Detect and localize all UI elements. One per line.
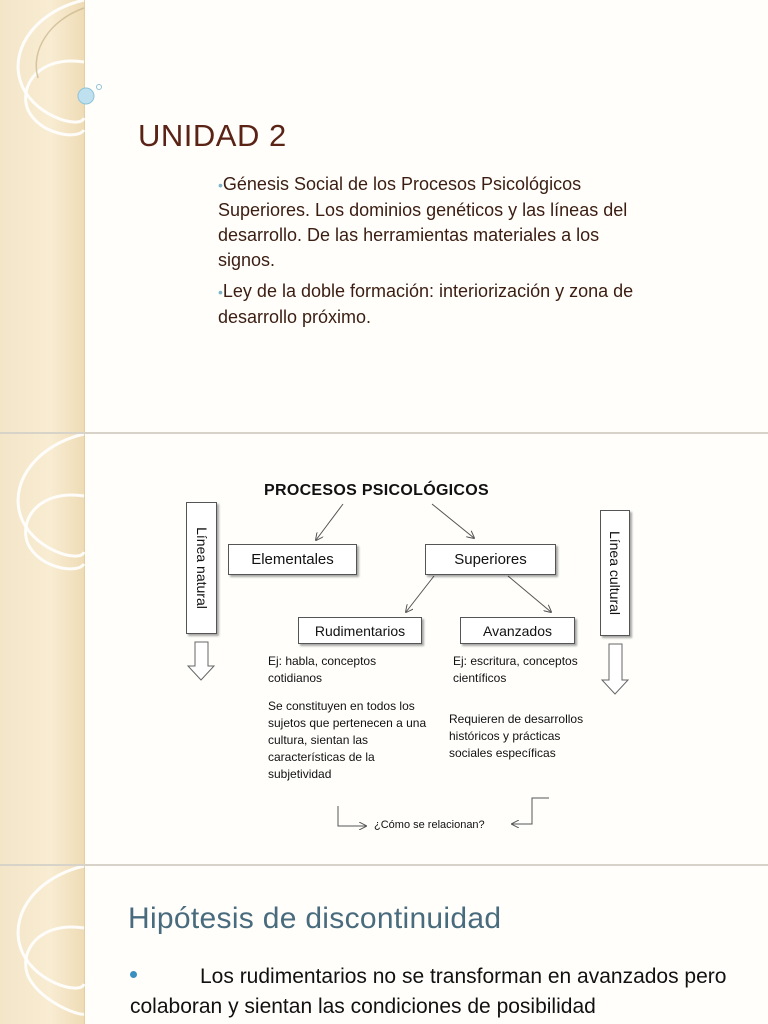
slide-body xyxy=(130,962,740,1022)
diagram-connectors xyxy=(0,434,768,864)
ejemplo-avanzados: Ej: escritura, conceptos científicos xyxy=(453,654,578,685)
diagram-title: PROCESOS PSICOLÓGICOS xyxy=(264,482,490,499)
linea-cultural-label: Línea cultural xyxy=(607,530,623,616)
linea-cultural-box xyxy=(600,510,630,636)
bullet-text: Los rudimentarios no se transforman en avanzados pero colaboran y sientan las condiciones de posibilidad xyxy=(130,965,727,1018)
slide-3 xyxy=(0,866,768,1024)
slide-2 xyxy=(0,434,768,864)
bullet-item: •Génesis Social de los Procesos Psicológicos Superiores. Los dominios genéticos y las líneas del desarrollo. De las herramientas materiales a los signos. xyxy=(218,174,628,270)
bullet-icon: • xyxy=(218,284,223,300)
decorative-rings-icon xyxy=(0,0,160,140)
slide-title: UNIDAD 2 xyxy=(138,118,287,153)
linea-natural-label: Línea natural xyxy=(193,527,210,609)
linea-natural-box xyxy=(186,502,217,634)
rudimentarios-box: Rudimentarios xyxy=(298,617,422,644)
bullet-item: •Ley de la doble formación: interiorización y zona de desarrollo próximo. xyxy=(218,281,634,327)
descripcion-rudimentarios: Se constituyen en todos los sujetos que pertenecen a una cultura, sientan las características de la subjetividad xyxy=(268,699,427,781)
elementales-box: Elementales xyxy=(228,544,357,575)
bullet-icon: • xyxy=(218,177,223,193)
superiores-box: Superiores xyxy=(425,544,556,575)
ejemplo-rudimentarios: Ej: habla, conceptos cotidianos xyxy=(268,654,377,685)
slide-body xyxy=(218,172,658,336)
descripcion-avanzados: Requieren de desarrollos históricos y prácticas sociales específicas xyxy=(449,712,584,760)
avanzados-box: Avanzados xyxy=(460,617,575,644)
pregunta-relacion: ¿Cómo se relacionan? xyxy=(374,819,485,831)
decorative-rings-icon xyxy=(0,866,120,1024)
slide-title: Hipótesis de discontinuidad xyxy=(128,902,502,935)
slide-1 xyxy=(0,0,768,432)
